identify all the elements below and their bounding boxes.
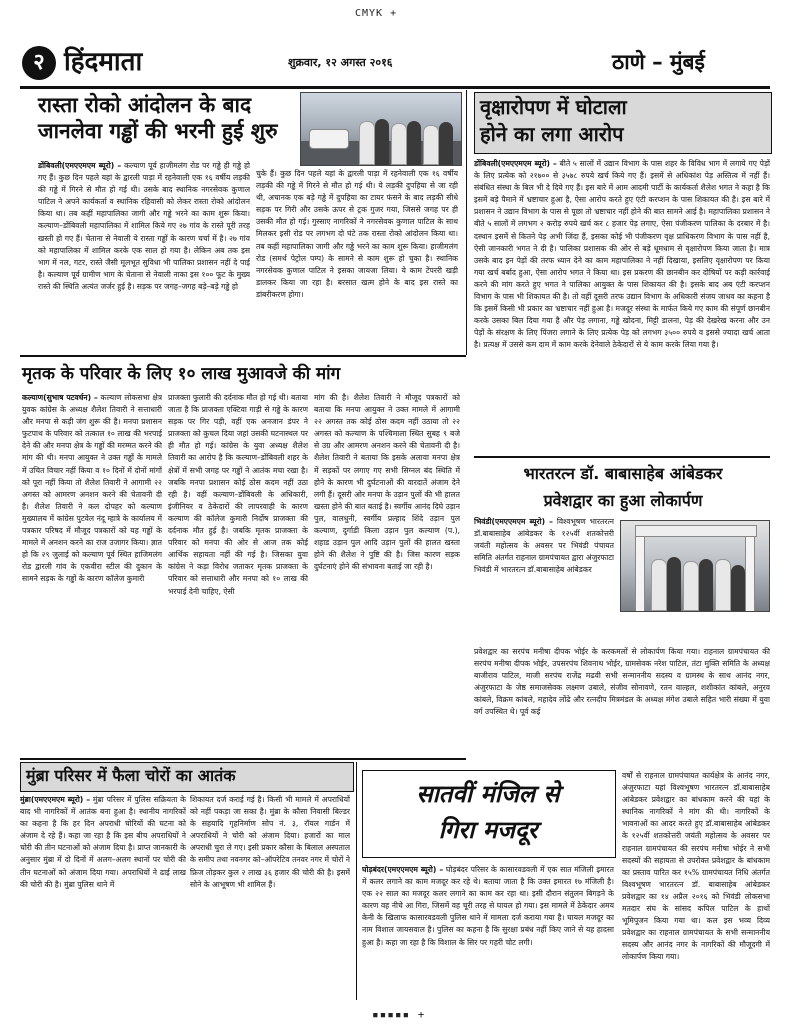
masthead (20, 44, 770, 90)
gate-inauguration-photo (620, 520, 770, 612)
story6-byline: घोड़बंदर(एमएएमएम ब्यूरो) – (362, 865, 444, 874)
story3-col3: मांग की है। शैलेश तिवारी ने मौजूद पत्रकारों को बताया कि मनपा आयुक्त ने उक्त मामले में आगामी २२ अगस्त तक कोई ठोस कदम नहीं उठाया तो २२ अगस्त को कल्याण के पश्चिमाला स्थित सुबह ९ बजे से उग्र और आमरण अनशन करने की चेतावनी दी है। शैलेश तिवारी ने बताया कि इसके अलावा मनपा क्षेत्र में सड़कों पर लगाए गए सभी सिग्नल बंद स्थिति में होने के कारण भी दुर्घटनाओं की वारदातें अंजाम देने लगी हैं। दूसरी ओर मनपा के उड़ान पुलों की भी हालत खस्ता होने की बात बताई है। स्वर्गीय आनंद दिघे उड़ान पुल, वालधुनी, स्वर्गीय प्रल्हाद शिंदे उड़ान पुल कल्याण, दुर्गाडी किला उड़ान पुल कल्याण (प.), शहाड उड़ान पुल आदि उड़ान पुलों की हालत खस्ता होने की शैलेश ने पुष्टि की है। जिस कारण सड़क दुर्घटनाएं होने की संभावना बताई जा रही है। (314, 393, 460, 572)
paper-name: हिंदमाता (64, 47, 143, 77)
story2-body: डोंबिवली(एमएएमएम ब्यूरो) – बीते ५ सालों में उद्यान विभाग के पास शहर के विविध भाग में लगाये गए पेड़ों के लिए प्रत्येक को २१७०० से ३५७८ रुपये खर्च किये गए हैं। इसमें से अधिकांश पेड़ अस्तित्व में नहीं हैं। संबंधित संस्था के बिल भी दे दिये गए हैं। इस बारे में आम आदमी पार्टी के कार्यकर्ता शैलेश भगत ने कहा है कि इसमें बड़े पैमाने में भ्रष्टाचार हुआ है, ऐसा आरोप करते हुए एंटी करप्शन के पास शिकायत की है। इस बारे में प्रशासन ने उद्यान विभाग के पास से पूछा तो भ्रष्टाचार नहीं होने की बात सामने आई है। महापालिका प्रशासन ने बीते ५ सालों में लगभग २ करोड़ रुपये खर्च कर ८ हजार पेड़ लगाए, ऐसा पंजीकरण पालिका के दरबार में है। दस्थान इसमें से कितने पेड़ अभी जिंदा हैं, इसका कोई भी पंजीकरण वृक्ष प्राधिकरण विभाग के पास नहीं है, ऐसी जानकारी भगत ने दी है। पालिका प्रशासक की ओर से बड़े धूमधाम से वृक्षारोपण किया जाता है। मात्र उसके बाद इन पेड़ों की तरफ ध्यान देने का काम महापालिका ने नहीं दिखाया, इसलिए वृक्षारोपण पर किया गया खर्च बर्बाद हुआ, ऐसा आरोप भगत ने किया था। इस प्रकरण की छानबीन कर दोषियों पर कड़ी कार्रवाई करने की मांग करते हुए भगत ने पालिका आयुक्त के पास शिकायत की है। इसके बाद अब एंटी करप्शन विभाग के पास भी शिकायत की है। तो वहीं दूसरी तरफ उद्यान विभाग के अधिकारी संजय जाधव का कहना है कि इसमें किसी भी प्रकार का भ्रष्टाचार नहीं हुआ है। मजदूर संस्था के मार्फत किये गए काम की संपूर्ण छानबीन करके उसका बिल दिया गया है और पेड़ लगाना, गड्ढे खोदना, मिट्टी डालना, पेड़ की देखरेख करना और उन पेड़ों के संरक्षण के लिए पिंजरा लगाने के लिए प्रत्येक पेड़ को लगभग ३५०० रुपये व इससे ज्यादा खर्च आता है। प्रत्यक्ष में उससे कम दाम में काम करके देनेवाले ठेकेदारों से ये काम करके लिया गया है। (474, 159, 770, 350)
story1-headline: रास्ता रोको आंदोलन के बाद जानलेवा गड्ढों की भरनी हुई शुरु (38, 93, 278, 143)
story6-headline: सातवीं मंजिल से गिरा मजदूर (416, 780, 560, 844)
rule (20, 355, 466, 357)
story1-byline: डोंबिवली(एमएएमएम ब्यूरो) – (38, 161, 122, 170)
story3-byline: कल्याण(सुभाष पटवर्धन) – (22, 393, 98, 402)
registration-mark-bottom: ▪▪▪▪▪ + (372, 1008, 426, 1021)
story2-headline: वृक्षारोपण में घोटाला होने का लगा आरोप (480, 95, 627, 146)
page-number-badge (22, 46, 56, 80)
column-divider (356, 762, 357, 1000)
story4-headline: भारतरत्न डॉ. बाबासाहेब आंबेडकर प्रवेशद्वार का हुआ लोकार्पण (523, 464, 723, 510)
masthead-date: शुक्रवार, १२ अगस्त २०१६ (288, 56, 393, 69)
rule (474, 456, 770, 458)
road-protest-photo (300, 92, 462, 166)
story5-col2: शिकायत दर्ज कराई गई है। किसी भी मामले में अपराधियों को नहीं पकड़ा जा सका है। मुंब्रा के कौसा निवासी बिल्डर के सहयादि गृहनिर्माण सोप नं. ३, रॉयल गार्डन में अपराधियों ने चोरी को अंजाम दिया। हजारों का माल अपराधी चुरा ले गए। इसी प्रकार कौसा के बिलाल अस्पताल के समीप तथा नवनगर को–ऑपरेटिव तनवर नगर में चोरों ने फ्रिज तोड़कर कुल २ लाख ३६ हजार की चोरी की है। इसमें सोने के आभूषण भी शामिल हैं। (190, 795, 350, 889)
page-number: २ (33, 50, 45, 75)
masthead-rule (20, 86, 770, 89)
story5-byline: मुंब्रा(एमएएमएम ब्यूरो) – (20, 795, 91, 804)
cmyk-mark: CMYK + (355, 8, 398, 19)
story1-col1: डोंबिवली(एमएएमएम ब्यूरो) – कल्याण पूर्व हाजीमलंग रोड पर गड्ढे ही गड्ढे हो गए हैं। कुछ दिन पहले यहां के द्वारली पाड़ा में रहनेवाली एक १६ वर्षीय लड़की की गड्ढे में गिरने से मौत हो गई थी। उसके बाद स्थानिक नगरसेवक कुणाल पाटिल ने अपने कार्यकर्ता व स्थानिक रहिवासी को लेकर रास्ता रोको आंदोलन किया था। तब कहीं महापालिका जागी और गड्ढे भरने का काम शुरू किया। कल्याण–डोंबिवली महापालिका में शामिल किये गए २७ गांव के रास्ते पूरी तरह खस्ती हो गए हैं। चेताना से नेवाली ये रास्ता गड्ढों के कारण चर्चा में है। २७ गांव को महापालिका में शामिल करके एक साल हो गया है। लेकिन अब तक इस भाग में नल, गटर, रास्ते जैसी मूलभूत सुविधा भी पालिका प्रशासन नहीं दे पाई है। कल्याण पूर्व ग्रामीण भाग के चेताना से नेवाली नाका इस १०० फूट के मुख्य रास्ते की स्थिति अत्यंत जर्जर हुई है। सड़क पर जगह–जगह बड़े–बड़े गड्ढे हो (38, 161, 250, 291)
story4-body1: प्रवेशद्वार का सरपंच मनीषा दीपक भोईर के करकमलों से लोकार्पण किया गया। राहनाल ग्रामपंचायत की सरपंच मनीषा दीपक भोईर, उपसरपंच शिवनाथ भोईर, ग्रामसेवक नरेश पाटिल, तंटा मुक्ति समिति के अध्यक्ष बाजीराव पाटिल, माजी सरपंच राजेंद्र मढवी सभी सन्माननीय सदस्य व ग्रामस्थ के साथ आनंद नगर, अंजुरफाटा के जेष्ठ समाजसेवक लक्ष्मण उबाले, संजीव सोनावणे, रतन वाल्हल, शशीकांत कांबले, अनुरव कांबले, विक्रम कांबले, महादेव लोंढे और रत्नदीप मित्रमंडल के अध्यक्ष मंगेश उबाले सहित भारी संख्या में युवा वर्ग उपस्थित थे। पूर्व कई (474, 647, 770, 717)
story5-headline: मुंब्रा परिसर में फैला चोरों का आतंक (26, 766, 236, 785)
story2-byline: डोंबिवली(एमएएमएम ब्यूरो) – (474, 159, 557, 168)
story3-col1: कल्याण(सुभाष पटवर्धन) – कल्याण लोकसभा क्षेत्र युवक कांग्रेस के अध्यक्ष शैलेश तिवारी ने सत्ताधारी और मनपा से कड़ी जंग शुरू की है। मनपा प्रशासन फुटपाथ के परिवार को तत्काल १० लाख की भरपाई देने की और मनपा क्षेत्र के गड्ढों की मरम्मत करने की मांग की थी। मनपा आयुक्त ने उक्त गड्ढों के मामले में उचित विचार नहीं किया व १० दिनों में दोनों मांगों को पूरा नहीं किया तो शैलेश तिवारी ने आगामी २२ अगस्त को आमरण अनशन करने की चेतावनी दी है। शैलेश तिवारी ने कल दोपहर को कल्याण मुख्यालय में कांग्रेस पुटवेल नंदू म्हात्रे के कार्यालय में पत्रकार परिषद में मौजूद पत्रकारों को यह गड्ढों के मामले में अनशन करने का राज उजागर किया। ज्ञात हो कि २९ जुलाई को कल्याण पूर्व स्थित हाजिमलंग रोड द्वारली गांव के एकवीरा स्टील की दुकान के सामने सड़क के गड्ढों के कारण कॉलेज कुमारी (22, 393, 162, 584)
story3-col2: प्राजक्ता फुलारी की दर्दनाक मौत हो गई थी। बताया जाता है कि प्राजक्ता एक्टिवा गाड़ी से गड्ढे के कारण सड़क पर गिर पड़ी, वहीं एक अनजान डंपर ने प्राजक्ता को कुचल दिया जहां उसकी घटनास्थल पर ही मौत हो गई। कांग्रेस के युवा अध्यक्ष शैलेश तिवारी का आरोप है कि कल्याण–डोंबिवली शहर के क्षेत्रों में सभी जगह पर गड्ढों ने आतंक मचा रखा है। जबकि मनपा प्रशासन कोई ठोस कदम नहीं उठा रही है। वहीं कल्याण–डोंबिवली के अधिकारी, इंजीनियर व ठेकेदारों की लापरवाही के कारण कल्याण की कॉलेज कुमारी निर्दोष प्राजक्ता की दर्दनाक मौत हुई है। जबकि मृतक प्राजक्ता के परिवार को मनपा की ओर से आज तक कोई आर्थिक सहायता नहीं की गई है। जिसका युवा कांग्रेस ने कड़ा विरोध जताकर मृतक प्राजक्ता के परिवार को सत्ताधारी और मनपा को १० लाख की भरपाई देनी चाहिए, ऐसी (168, 393, 308, 596)
story4-byline: भिवंडी(एमएएमएम ब्यूरो) – (474, 517, 553, 526)
story4-intro: भिवंडी(एमएएमएम ब्यूरो) – विश्वभूषण भारतरत्न डॉ.बाबासाहेब आंबेडकर के १२५वीं शतकोत्तरी जयंती महोत्सव के अवसर पर भिवंडी पंचायत समिति अंतर्गत राहनाल ग्रामपंचायत द्वारा अंजुरफाटा भिवंडी में भारतरत्न डॉ.बाबासाहेब आंबेडकर (474, 517, 614, 575)
story1-col2: चुके हैं। कुछ दिन पहले यहां के द्वारली पाड़ा में रहनेवाली एक १६ वर्षीय लड़की की गड्ढे में गिरने से मौत हो गई थी। ये लड़की दुपहिया से जा रही थी, अचानक एक बड़े गड्ढे में दुपहिया का टायर फंसने के बाद लड़की सीधे सड़क पर गिरी और उसके ऊपर से ट्रक गुजर गया, जिससे जगह पर ही उसकी मौत हो गई। गुस्साए नागरिकों ने नगरसेवक कुणाल पाटिल के साथ मिलकर इसी रोड पर लगभग दो घंटे तक रास्ता रोको आंदोलन किया था। तब कहीं महापालिका जागी और गड्ढे भरने का काम शुरू किया। हाजीमलंग रोड (समर्थ पेट्रोल पम्प) के सामने से काम शुरू हो चुका है। स्थानिक नगरसेवक कुणाल पाटिल ने इसका जायजा लिया। ये काम टेंपररी खड़ी डालकर किया जा रहा है। बरसात खत्म होने के बाद इस रास्ते का डांबरीकरण होगा। (256, 169, 458, 299)
story5-col1: मुंब्रा(एमएएमएम ब्यूरो) – मुंब्रा परिसर में पुलिस सक्रियता के बाद भी नागरिकों में आतंक बना हुआ है। स्थानीय नागरिकों का कहना है कि हर दिन अपराधी चोरियों की घटना को अंजाम दे रहे हैं। कहा जा रहा है कि इस बीच अपराधियों ने चोरी की तीन घटनाओं को अंजाम दिया है। प्राप्त जानकारी के अनुसार मुंब्रा में दो दिनों में अलग–अलग स्थानों पर चोरी की तीन घटनाओं को अंजाम दिया गया। अपराधियों ने ढाई लाख की चोरी की है। मुंब्रा पुलिस थाने में (20, 795, 186, 889)
rule (20, 758, 466, 760)
paper-name-logo (64, 44, 142, 80)
masthead-edition: ठाणे – मुंबई (612, 50, 705, 74)
story3-headline: मृतक के परिवार के लिए १० लाख मुआवजे की मांग (22, 364, 341, 384)
story4-body2: वर्षों से राहनाल ग्रामपंचायत कार्यक्षेत्र के आनंद नगर, अंजुरफाटा यहां विश्वभूषण भारतरत्न डॉ.बाबासाहेब आंबेडकर प्रवेशद्वार का बांधकाम करने की यहां के स्थानिक नागरिकों ने मांग की थी। नागरिकों के भावनाओं का आदर करते हुए डॉ.बाबासाहेब आंबेडकर के १२५वीं शतकोत्तरी जयंती महोत्सव के अवसर पर राहनाल ग्रामपंचायत की सरपंच मनीषा भोईर ने सभी सदस्यों की सहायता से उपरोक्त प्रवेशद्वार के बांधकाम का प्रस्ताव पारित कर १५% ग्रामपंचायत निधि अंतर्गत विश्वभूषण भारतरत्न डॉ. बाबासाहेब आंबेडकर प्रवेशद्वार का १४ अप्रैल २०१६ को भिवंडी लोकसभा मतदार संघ के सांसद कपिल पाटिल के हाथों भूमिपूजन किया गया था। कल इस भव्य दिव्य प्रवेशद्वार का राहनाल ग्रामपंचायत के सभी सन्माननीय सदस्य और आनंद नगर के नागरिकों की मौजूदगी में लोकार्पण किया गया। (622, 771, 770, 962)
column-divider (466, 90, 467, 355)
story6-body: घोड़बंदर(एमएएमएम ब्यूरो) – घोड़बंदर परिसर के कासारवडवली में एक सात मंजिली इमारत में कलर लगाने का काम मजदूर कर रहे थे। बताया जाता है कि उक्त इमारत १७ मंजिली है। एक २२ साल का मजदूर कलर लगाने का काम कर रहा था। इसी दौरान संतुलन बिगड़ने के कारण वह नीचे आ गिरा, जिसमें वह चूरी तरह से घायल हो गया। इस मामले में ठेकेदार अमय केनी के खिलाफ कासारवडवली पुलिस थाने में मामला दर्ज कराया गया है। घायल मजदूर का नाम विशाल जायसवाल है। पुलिस का कहना है कि सुरक्षा प्रबंध नहीं किए जाने से यह हादसा हुआ है। कहा जा रहा है कि विशाल के सिर पर गहरी चोट लगी। (362, 865, 614, 947)
